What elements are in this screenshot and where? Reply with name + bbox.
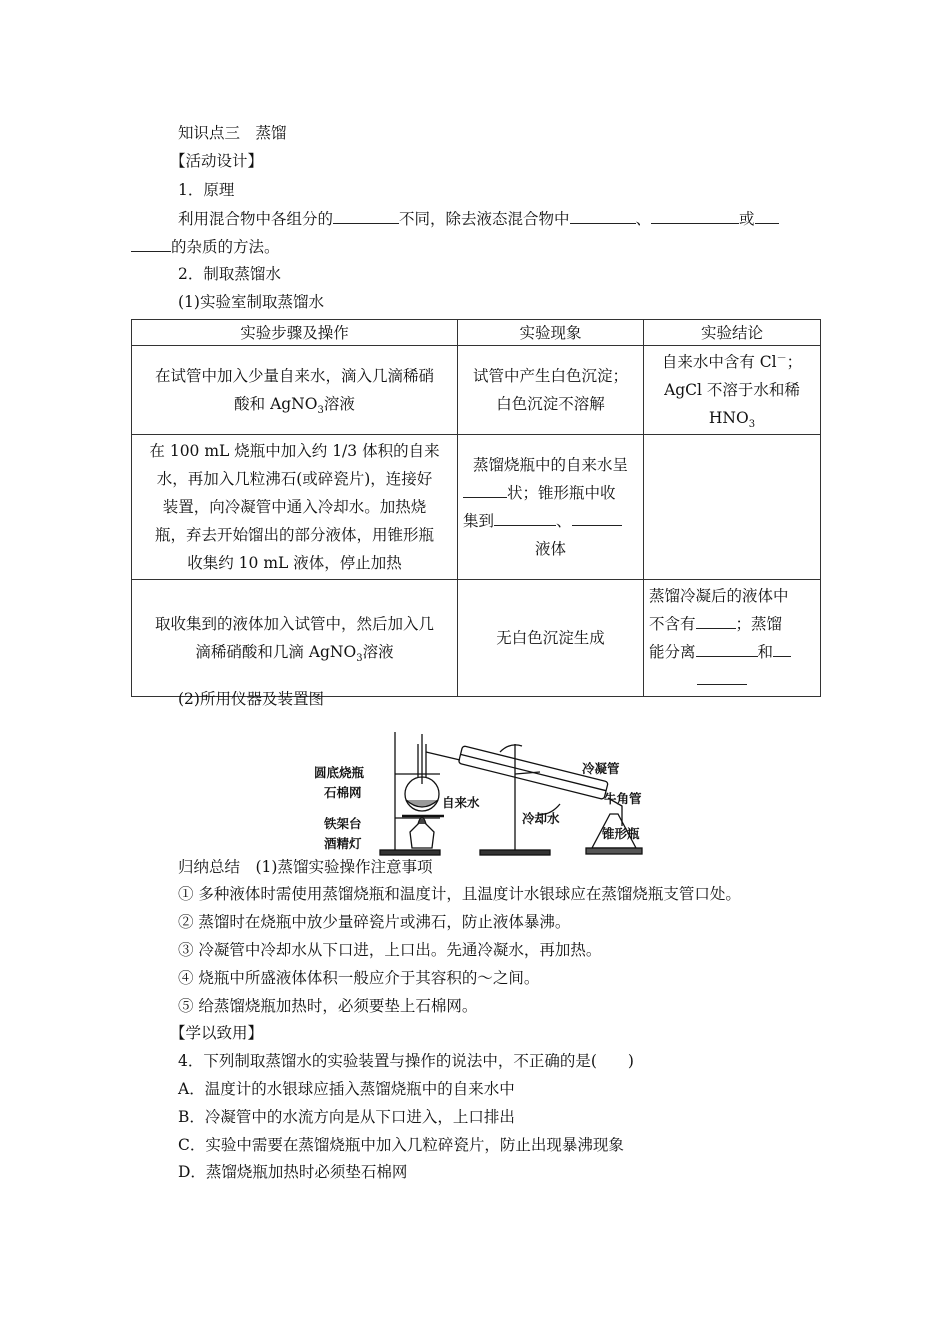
principle-text-cont xyxy=(131,236,280,257)
note-4: ④ 烧瓶中所盛液体体积一般应介于其容积的～之间。 xyxy=(178,969,540,987)
table-row xyxy=(132,435,821,580)
text: 集到 xyxy=(463,512,495,530)
table-row xyxy=(132,346,821,435)
text-line: 液体 xyxy=(534,540,566,558)
distill-heading: 2．制取蒸馏水 xyxy=(178,265,281,283)
row3-phenomenon: 无白色沉淀生成 xyxy=(458,580,644,697)
text: 和 xyxy=(757,643,774,661)
apply-heading: 【学以致用】 xyxy=(170,1024,264,1042)
lab-heading: (1)实验室制取蒸馏水 xyxy=(178,293,324,311)
text-line: 水，再加入几粒沸石(或碎瓷片)，连接好 xyxy=(156,470,433,488)
label-lamp: 酒精灯 xyxy=(324,836,362,851)
principle-part1: 利用混合物中各组分的 xyxy=(178,210,334,228)
label-adapter: 牛角管 xyxy=(604,791,642,806)
label-gauze: 石棉网 xyxy=(324,785,362,800)
text: 溶液 xyxy=(323,395,355,413)
principle-part5: 的杂质的方法。 xyxy=(171,238,280,256)
option-a[interactable]: A．温度计的水银球应插入蒸馏烧瓶中的自来水中 xyxy=(178,1080,515,1098)
principle-heading: 1．原理 xyxy=(178,181,235,199)
label-stand: 铁架台 xyxy=(324,816,362,831)
distillation-apparatus-diagram xyxy=(310,724,655,859)
blank[interactable] xyxy=(570,208,636,224)
note-1: ① 多种液体时需使用蒸馏烧瓶和温度计，且温度计水银球应在蒸馏烧瓶支管口处。 xyxy=(178,885,741,903)
subscript: 3 xyxy=(317,405,324,417)
table-header: 实验现象 xyxy=(458,320,644,346)
text: 酸和 AgNO xyxy=(234,395,318,413)
note-5: ⑤ 给蒸馏烧瓶加热时，必须要垫上石棉网。 xyxy=(178,997,478,1015)
label-condenser: 冷凝管 xyxy=(582,761,620,776)
text-line xyxy=(649,638,815,666)
blank[interactable] xyxy=(696,641,758,657)
text-line: 试管中产生白色沉淀； xyxy=(472,367,628,385)
text: HNO xyxy=(708,409,749,427)
label-cooling-water: 冷却水 xyxy=(522,811,560,826)
subscript: 3 xyxy=(356,653,363,665)
text-line: 在 100 mL 烧瓶中加入约 1/3 体积的自来 xyxy=(149,442,440,460)
table-header: 实验结论 xyxy=(644,320,821,346)
text: ；蒸馏 xyxy=(735,615,783,633)
apparatus-heading: (2)所用仪器及装置图 xyxy=(178,690,324,708)
row2-phenomenon xyxy=(458,435,644,580)
text-line xyxy=(137,390,452,418)
subscript: 3 xyxy=(748,419,756,431)
option-d[interactable]: D．蒸馏烧瓶加热时必须垫石棉网 xyxy=(178,1163,408,1181)
row2-conclusion xyxy=(644,435,821,580)
text: 自来水中含有 Cl xyxy=(661,353,777,371)
principle-text xyxy=(178,208,779,229)
blank[interactable] xyxy=(463,482,507,498)
activity-heading: 【活动设计】 xyxy=(170,152,264,170)
option-b[interactable]: B．冷凝管中的水流方向是从下口进入，上口排出 xyxy=(178,1108,515,1126)
text-line xyxy=(649,666,815,694)
experiment-table xyxy=(131,319,821,697)
row1-step xyxy=(132,346,458,435)
text-line: 瓶，弃去开始馏出的部分液体，用锥形瓶 xyxy=(154,526,434,544)
blank[interactable] xyxy=(773,641,791,657)
text: 、 xyxy=(556,512,572,530)
text-line: 取收集到的液体加入试管中，然后加入几 xyxy=(154,615,434,633)
text-line: 蒸馏冷凝后的液体中 xyxy=(649,587,789,605)
question-stem: 4．下列制取蒸馏水的实验装置与操作的说法中，不正确的是( ) xyxy=(178,1052,634,1070)
text: 不含有 xyxy=(649,615,696,633)
text: 溶液 xyxy=(362,643,394,661)
text-line: 在试管中加入少量自来水，滴入几滴稀硝 xyxy=(154,367,434,385)
text-line xyxy=(649,610,815,638)
label-erlenmeyer: 锥形瓶 xyxy=(602,826,640,841)
blank[interactable] xyxy=(755,208,779,224)
text-line: 蒸馏烧瓶中的自来水呈 xyxy=(472,456,628,474)
superscript: － xyxy=(776,352,787,364)
principle-part4: 或 xyxy=(739,210,755,228)
note-2: ② 蒸馏时在烧瓶中放少量碎瓷片或沸石，防止液体暴沸。 xyxy=(178,913,571,931)
note-3: ③ 冷凝管中冷却水从下口进，上口出。先通冷凝水，再加热。 xyxy=(178,941,602,959)
text: ； xyxy=(786,353,803,371)
blank[interactable] xyxy=(333,208,399,224)
blank[interactable] xyxy=(572,510,622,526)
row1-conclusion xyxy=(644,346,821,435)
principle-part2: 不同，除去液态混合物中 xyxy=(399,210,570,228)
row1-phenomenon xyxy=(458,346,644,435)
blank[interactable] xyxy=(651,208,739,224)
option-c[interactable]: C．实验中需要在蒸馏烧瓶中加入几粒碎瓷片，防止出现暴沸现象 xyxy=(178,1136,624,1154)
blank[interactable] xyxy=(131,236,171,252)
row2-step xyxy=(132,435,458,580)
table-row xyxy=(132,580,821,697)
row3-step xyxy=(132,580,458,697)
principle-part3: 、 xyxy=(635,210,652,228)
table-header: 实验步骤及操作 xyxy=(132,320,458,346)
text: 状；锥形瓶中收 xyxy=(507,484,616,502)
label-tap-water: 自来水 xyxy=(442,795,480,810)
text: 能分离 xyxy=(649,643,696,661)
blank[interactable] xyxy=(697,669,747,685)
text-line: 装置，向冷凝管中通入冷却水。加热烧 xyxy=(162,498,427,516)
blank[interactable] xyxy=(696,613,736,629)
text-line: 白色沉淀不溶解 xyxy=(496,395,605,413)
text-line xyxy=(649,348,815,376)
text-line: 收集约 10 mL 液体，停止加热 xyxy=(187,554,402,572)
summary-heading: 归纳总结 (1)蒸馏实验操作注意事项 xyxy=(178,858,433,876)
text-line xyxy=(463,479,638,507)
text: 滴稀硝酸和几滴 AgNO xyxy=(195,643,357,661)
section-title: 知识点三 蒸馏 xyxy=(178,124,287,142)
text-line: AgCl 不溶于水和稀 xyxy=(664,381,800,399)
text-line xyxy=(463,507,638,535)
label-flask: 圆底烧瓶 xyxy=(314,765,365,780)
row3-conclusion xyxy=(644,580,821,697)
blank[interactable] xyxy=(494,510,556,526)
text-line xyxy=(137,638,452,666)
text-line xyxy=(649,404,815,432)
